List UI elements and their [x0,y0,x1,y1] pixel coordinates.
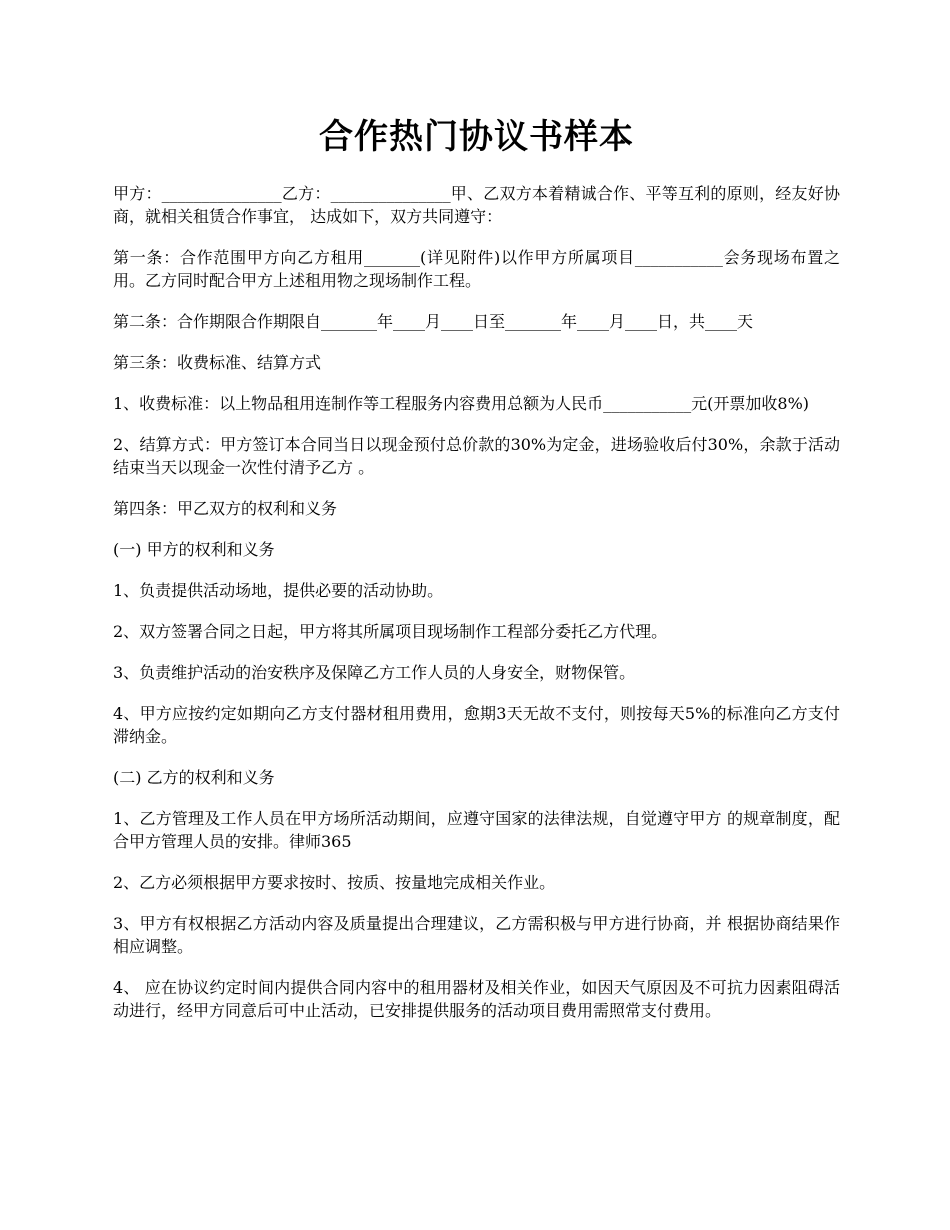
party-b-heading: (二) 乙方的权利和义务 [113,768,275,787]
document-title: 合作热门协议书样本 [319,117,634,157]
party-b-item-4: 4、 应在协议约定时间内提供合同内容中的租用器材及相关作业，如因天气原因及不可抗力因素阻碍活动进行，经甲方同意后可中止活动，已安排提供服务的活动项目费用需照常支付费用。 [113,978,840,1020]
party-a-item-3: 3、负责维护活动的治安秩序及保障乙方工作人员的人身安全，财物保管。 [113,663,636,682]
article-1-paragraph: 第一条：合作范围甲方向乙方租用_______(详见附件)以作甲方所属项目___________会务现场布置之用。乙方同时配合甲方上述租用物之现场制作工程。 [113,248,840,290]
fee-standard-paragraph: 1、收费标准：以上物品租用连制作等工程服务内容费用总额为人民币___________元(开票加收8%) [113,394,810,413]
party-a-item-2: 2、双方签署合同之日起，甲方将其所属项目现场制作工程部分委托乙方代理。 [113,622,668,641]
article-2-paragraph: 第二条：合作期限合作期限自_______年____月____日至_______年____月____日，共____天 [113,312,754,331]
party-b-item-2: 2、乙方必须根据甲方要求按时、按质、按量地完成相关作业。 [113,873,556,892]
article-3-heading: 第三条：收费标准、结算方式 [113,353,322,372]
party-b-item-1: 1、乙方管理及工作人员在甲方场所活动期间，应遵守国家的法律法规，自觉遵守甲方 的规章制度，配合甲方管理人员的安排。律师365 [113,809,840,851]
document-page [113,112,840,1040]
party-a-item-4: 4、甲方应按约定如期向乙方支付器材租用费用，愈期3天无故不支付，则按每天5%的标准向乙方支付滞纳金。 [113,704,840,746]
party-b-item-3: 3、甲方有权根据乙方活动内容及质量提出合理建议，乙方需积极与甲方进行协商，并 根据协商结果作相应调整。 [113,914,840,956]
party-a-heading: (一) 甲方的权利和义务 [113,540,275,559]
article-4-heading: 第四条：甲乙双方的权利和义务 [113,499,338,518]
party-a-item-1: 1、负责提供活动场地，提供必要的活动协助。 [113,581,444,600]
intro-paragraph: 甲方：_______________乙方：_______________甲、乙双方本着精诚合作、平等互利的原则，经友好协商，就相关租赁合作事宜， 达成如下，双方共同遵守： [113,184,840,226]
settlement-paragraph: 2、结算方式：甲方签订本合同当日以现金预付总价款的30%为定金，进场验收后付30%，余款于活动结束当天以现金一次性付清予乙方 。 [113,435,840,477]
